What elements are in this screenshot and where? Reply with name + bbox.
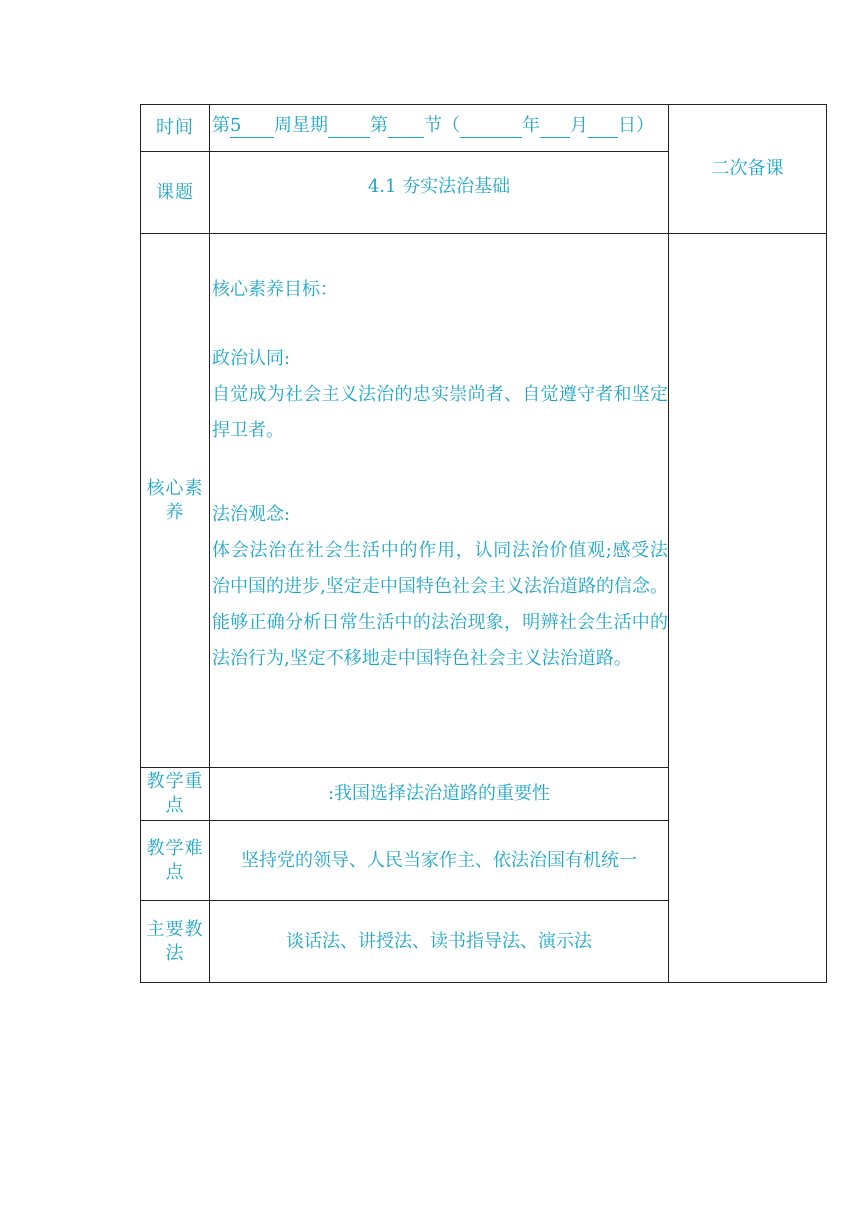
period-suffix: 节（ bbox=[424, 115, 460, 136]
core-literacy-row bbox=[141, 234, 827, 768]
year-label: 年 bbox=[522, 115, 540, 136]
time-row bbox=[141, 105, 827, 152]
method-text: 谈话法、讲授法、读书指导法、演示法 bbox=[210, 901, 669, 983]
rule-of-law-text: 体会法治在社会生活中的作用，认同法治价值观;感受法治中国的进步,坚定走中国特色社会主义法治道路的信念。能够正确分析日常生活中的法治现象，明辨社会生活中的法治行为,坚定不移地走中国特色社会主义法治道路。 bbox=[212, 540, 668, 669]
goal-heading: 核心素养目标： bbox=[212, 279, 338, 300]
time-after-week: 周星期 bbox=[274, 115, 328, 136]
day-label: 日） bbox=[618, 115, 654, 136]
time-line bbox=[210, 114, 668, 138]
difficulty-text: 坚持党的领导、人民当家作主、依法治国有机统一 bbox=[210, 821, 669, 901]
political-identity-text: 自觉成为社会主义法治的忠实崇尚者、自觉遵守者和坚定捍卫者。 bbox=[212, 384, 668, 441]
subject-title: 4.1 夯实法治基础 bbox=[367, 175, 511, 197]
day-blank bbox=[588, 117, 618, 138]
political-identity-heading: 政治认同: bbox=[212, 348, 291, 369]
time-label: 时间 bbox=[141, 105, 210, 152]
rule-of-law-heading: 法治观念: bbox=[212, 504, 291, 525]
weekday-blank bbox=[328, 117, 370, 138]
lesson-plan-table bbox=[140, 104, 827, 983]
key-point-text: :我国选择法治道路的重要性 bbox=[210, 768, 669, 821]
subject-label: 课题 bbox=[141, 152, 210, 234]
month-label: 月 bbox=[570, 115, 588, 136]
week-number: 5 bbox=[230, 115, 242, 136]
period-blank bbox=[388, 117, 424, 138]
lesson-plan-sheet bbox=[140, 104, 826, 982]
year-blank bbox=[460, 117, 522, 138]
secondary-prep-header: 二次备课 bbox=[669, 105, 827, 234]
time-prefix: 第 bbox=[212, 115, 230, 136]
secondary-prep-notes bbox=[669, 234, 827, 983]
core-literacy-cell bbox=[210, 234, 669, 768]
week-number-field bbox=[230, 115, 274, 138]
subject-cell bbox=[210, 152, 669, 234]
key-point-label: 教学重点 bbox=[141, 768, 210, 821]
period-prefix: 第 bbox=[370, 115, 388, 136]
difficulty-label: 教学难点 bbox=[141, 821, 210, 901]
time-cell bbox=[210, 105, 669, 152]
month-blank bbox=[540, 117, 570, 138]
spacer bbox=[212, 308, 668, 341]
core-literacy-label: 核心素养 bbox=[141, 234, 210, 768]
method-label: 主要教法 bbox=[141, 901, 210, 983]
spacer bbox=[212, 449, 668, 497]
